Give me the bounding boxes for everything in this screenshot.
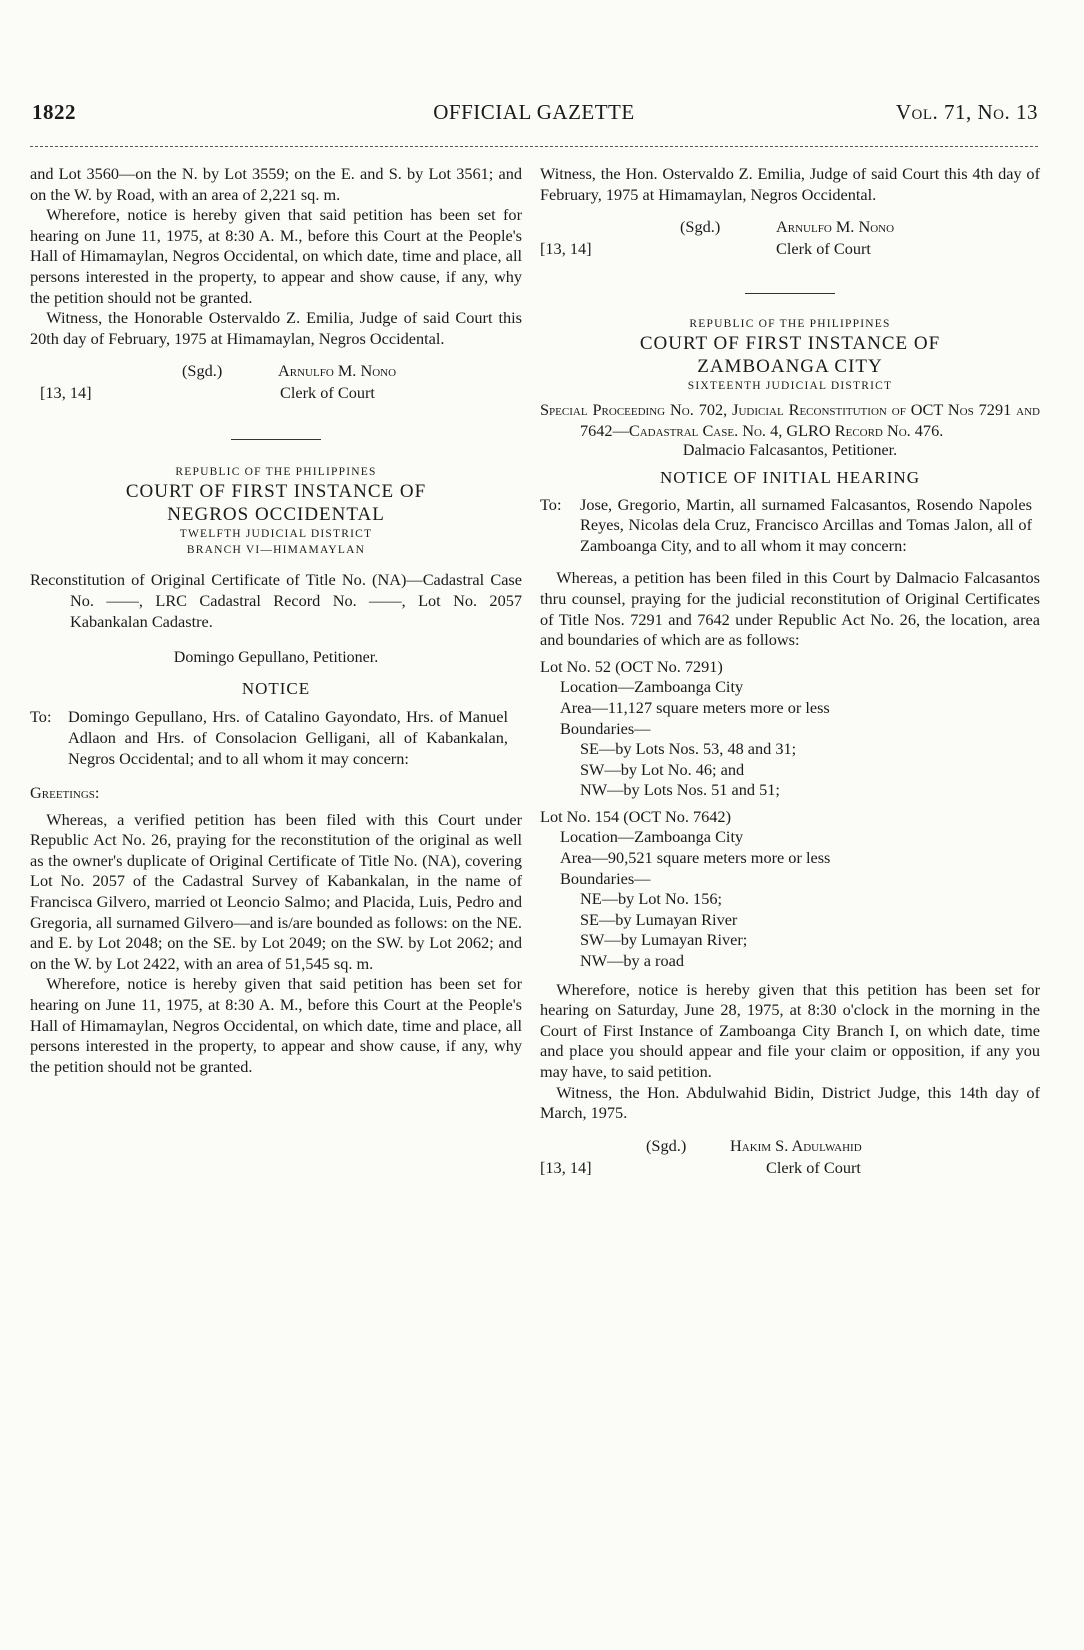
right-column [540, 164, 1040, 1182]
addressees: Domingo Gepullano, Hrs. of Catalino Gayondato, Hrs. of Manuel Adlaon and Hrs. of Consolacion Gelligani, all of Kabankalan, Negros Occidental; and to all whom it may concern: [68, 707, 508, 768]
page-number: 1822 [32, 100, 76, 124]
republic-line: REPUBLIC OF THE PHILIPPINES [689, 318, 891, 331]
notice-title: NOTICE OF INITIAL HEARING [660, 467, 920, 487]
boundary-line: NE—by Lot No. 156; [580, 889, 722, 909]
signed-mark: (Sgd.) [646, 1135, 687, 1155]
to-label: To: [30, 707, 52, 727]
signed-mark: (Sgd.) [182, 361, 223, 381]
boundary-line: NW—by a road [580, 951, 684, 971]
judicial-district: TWELFTH JUDICIAL DISTRICT [179, 528, 373, 541]
publication-title: OFFICIAL GAZETTE [433, 100, 635, 124]
boundary-line: SE—by Lots Nos. 53, 48 and 31; [580, 739, 797, 759]
signature-block [540, 215, 1040, 263]
lot-area: Area—90,521 square meters more or less [560, 848, 831, 868]
witness-paragraph: Witness, the Hon. Ostervaldo Z. Emilia, Judge of said Court this 4th day of February, 1975 at Himamaylan, Negros Occidental. [540, 164, 1040, 204]
notice-continuation: and Lot 3560—on the N. by Lot 3559; on the E. and S. by Lot 3561; and on the W. by Road, with an area of 2,221 sq. m. [30, 164, 522, 204]
page-header [30, 98, 1038, 134]
wherefore-paragraph: Wherefore, notice is hereby given that this petition has been set for hearing on Saturday, June 28, 1975, at 8:30 o'clock in the morning in the Court of First Instance of Zamboanga City Branch I, on which date, time and place you should appear and file your claim or opposition, if any you may have, to said petition. [540, 979, 1040, 1081]
court-name: COURT OF FIRST INSTANCE OF [125, 481, 427, 503]
lot-location: Location—Zamboanga City [560, 827, 744, 847]
court-name: COURT OF FIRST INSTANCE OF [639, 333, 941, 355]
lot-boundaries-label: Boundaries— [560, 718, 651, 738]
court-branch: BRANCH VI—HIMAMAYLAN [186, 544, 366, 557]
signed-mark: (Sgd.) [680, 217, 721, 237]
notice-title: NOTICE [241, 678, 311, 698]
case-heading: Special Proceeding No. 702, Judicial Reconstitution of OCT Nos 7291 and 7642—Cadastral Case. No. 4, GLRO Record No. 476. [540, 400, 1040, 440]
signer-name: Arnulfo M. Nono [278, 361, 397, 381]
wherefore-paragraph: Wherefore, notice is hereby given that said petition has been set for hearing on June 11, 1975, at 8:30 A. M., before this Court at the People's Hall of Himamaylan, Negros Occidental, on which date, time and place, all persons interested in the property, to appear and show cause, if any, why the petition should not be granted. [30, 974, 522, 1076]
boundary-line: SE—by Lumayan River [580, 909, 738, 929]
boundary-line: SW—by Lot No. 46; and [580, 759, 745, 779]
header-divider [30, 146, 1038, 147]
judicial-district: SIXTEENTH JUDICIAL DISTRICT [687, 380, 893, 393]
signer-title: Clerk of Court [280, 383, 375, 403]
court-caption [30, 464, 522, 558]
signer-title: Clerk of Court [766, 1157, 861, 1177]
court-caption [540, 316, 1040, 394]
issue-reference: [13, 14] [40, 383, 92, 403]
volume-number: Vol. 71, No. 13 [895, 100, 1038, 124]
whereas-paragraph: Whereas, a petition has been filed in this Court by Dalmacio Falcasantos thru counsel, praying for the judicial reconstitution of Original Certificates of Title Nos. 7291 and 7642 under Republic Act No. 26, the location, area and boundaries of which are as follows: [540, 568, 1040, 650]
lot-title: Lot No. 52 (OCT No. 7291) [540, 656, 723, 676]
witness-paragraph: Witness, the Honorable Ostervaldo Z. Emilia, Judge of said Court this 20th day of February, 1975 at Himamaylan, Negros Occidental. [30, 308, 522, 348]
notice-paragraph: Wherefore, notice is hereby given that said petition has been set for hearing on June 11, 1975, at 8:30 A. M., before this Court at the People's Hall of Himamaylan, Negros Occidental, on which date, time and place, all persons interested in the property, to appear and show cause, if any, why the petition should not be granted. [30, 205, 522, 307]
left-column [30, 164, 522, 1077]
lot-location: Location—Zamboanga City [560, 677, 744, 697]
boundary-line: SW—by Lumayan River; [580, 930, 748, 950]
issue-reference: [13, 14] [540, 1157, 592, 1177]
lot-description-52 [540, 657, 1040, 801]
lot-description-154 [540, 807, 1040, 972]
addressees: Jose, Gregorio, Martin, all surnamed Falcasantos, Rosendo Napoles Reyes, Nicolas dela Cruz, Francisco Arcillas and Tomas Jalon, all of Zamboanga City, and to all whom it may concern: [580, 494, 1032, 555]
court-location: NEGROS OCCIDENTAL [167, 504, 385, 526]
lot-area: Area—11,127 square meters more or less [560, 697, 830, 717]
witness-paragraph: Witness, the Hon. Abdulwahid Bidin, District Judge, this 14th day of March, 1975. [540, 1082, 1040, 1123]
court-location: ZAMBOANGA CITY [697, 356, 883, 378]
to-label: To: [540, 494, 562, 514]
greetings: Greetings: [30, 783, 100, 803]
signer-title: Clerk of Court [776, 239, 871, 259]
addressee-block [540, 495, 1040, 557]
petitioner-line: Dalmacio Falcasantos, Petitioner. [682, 442, 898, 460]
lot-boundaries-label: Boundaries— [560, 868, 651, 888]
issue-reference: [13, 14] [540, 239, 592, 259]
addressee-block [30, 707, 522, 769]
signer-name: Hakim S. Adulwahid [730, 1135, 862, 1155]
section-divider [231, 439, 321, 440]
petitioner-line: Domingo Gepullano, Petitioner. [173, 649, 379, 667]
lot-title: Lot No. 154 (OCT No. 7642) [540, 806, 731, 826]
republic-line: REPUBLIC OF THE PHILIPPINES [175, 466, 377, 479]
section-divider [745, 293, 835, 294]
whereas-paragraph: Whereas, a verified petition has been filed with this Court under Republic Act No. 26, praying for the reconstitution of the original as well as the owner's duplicate of Original Certificate of Title No. (NA), covering Lot No. 2057 of the Cadastral Survey of Kabankalan, in the name of Francisca Gilvero, married ot Leoncio Salmo; and Placida, Luis, Pedro and Gregoria, all surnamed Gilvero—and is/are bounded as follows: on the NE. and E. by Lot 2048; on the SE. by Lot 2049; on the SW. by Lot 2062; and on the W. by Lot 2422, with an area of 51,545 sq. m. [30, 809, 522, 973]
signer-name: Arnulfo M. Nono [776, 217, 895, 237]
signature-block [30, 359, 522, 407]
case-heading: Reconstitution of Original Certificate of Title No. (NA)—Cadastral Case No. ——, LRC Cadastral Record No. ——, Lot No. 2057 Kabankalan Cadastre. [30, 570, 522, 631]
signature-block [540, 1134, 1040, 1182]
boundary-line: NW—by Lots Nos. 51 and 51; [580, 780, 780, 800]
